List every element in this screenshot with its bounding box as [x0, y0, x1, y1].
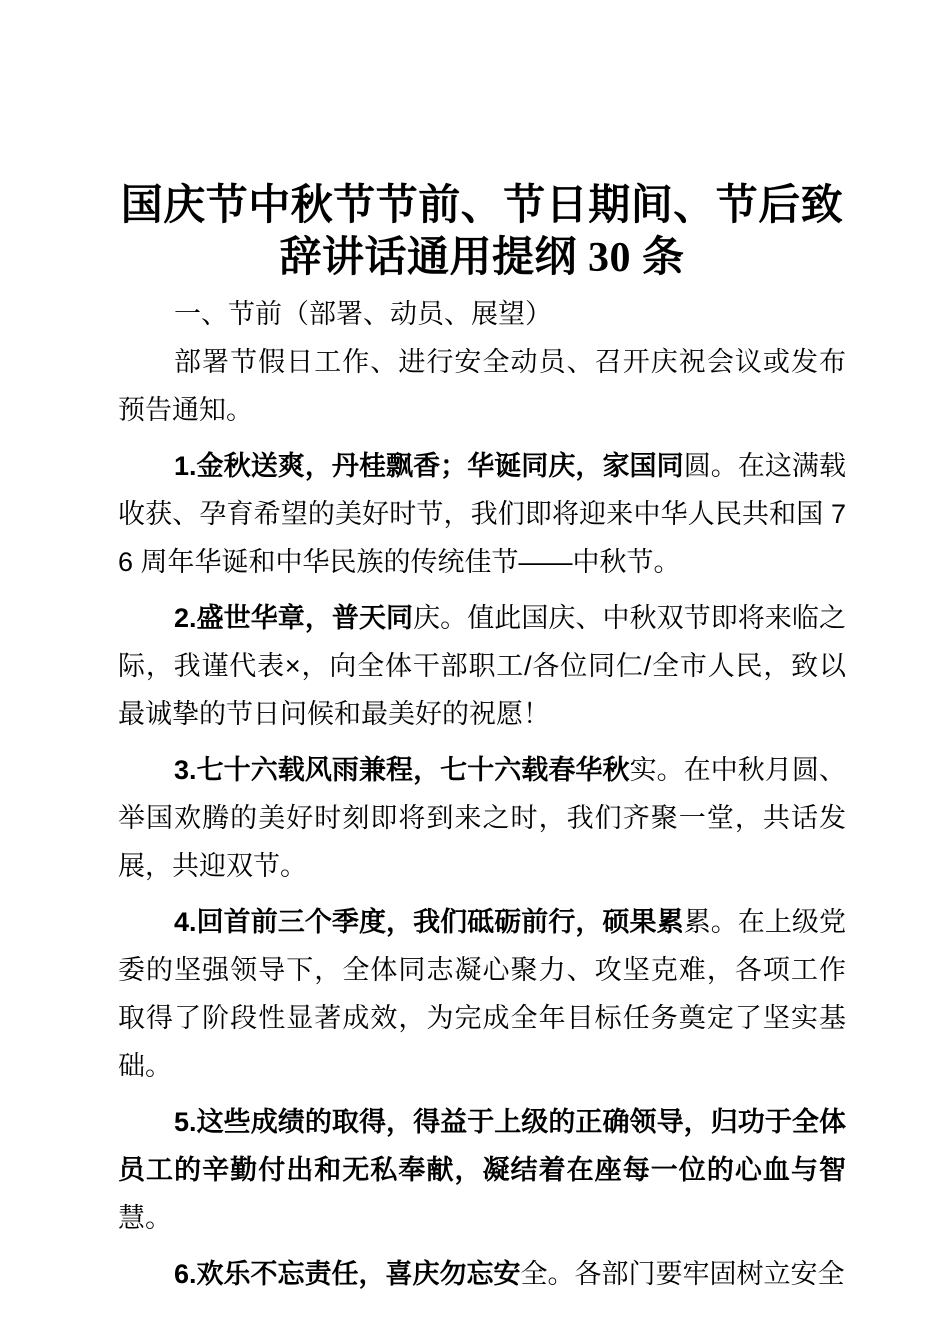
list-item-3 — [118, 746, 846, 890]
title-line-1: 国庆节中秋节节前、节日期间、节后致 — [120, 183, 844, 229]
item-4-rest: 累。在上级党委的坚强领导下，全体同志凝心聚力、攻坚克难，各项工作取得了阶段性显著成效，为完成全年目标任务奠定了坚实基础。 — [118, 907, 846, 1081]
item-1-lead: 1.金秋送爽，丹桂飘香；华诞同庆，家国同 — [174, 451, 684, 481]
intro-paragraph: 部署节假日工作、进行安全动员、召开庆祝会议或发布预告通知。 — [118, 347, 846, 425]
document-title — [118, 180, 846, 284]
item-4-lead: 4.回首前三个季度，我们砥砺前行，硕果累 — [174, 907, 684, 937]
list-item-1 — [118, 442, 846, 586]
item-2-rest: 庆。值此国庆、中秋双节即将来临之际，我谨代表×，向全体干部职工/各位同仁/全市人民，致以最诚挚的节日问候和最美好的祝愿！ — [118, 603, 846, 729]
item-5-rest: 慧。 — [118, 1203, 172, 1233]
item-6-rest: 全。各部门要牢固树立安全 — [520, 1259, 845, 1289]
item-2-lead: 2.盛世华章，普天同 — [174, 603, 414, 633]
list-item-5 — [118, 1098, 846, 1242]
list-item-4 — [118, 898, 846, 1090]
item-3-rest: 实。在中秋月圆、举国欢腾的美好时刻即将到来之时，我们齐聚一堂，共话发展，共迎双节。 — [118, 755, 846, 881]
title-line-2: 辞讲话通用提纲 30 条 — [279, 235, 685, 281]
item-1-rest: 圆。在这满载收获、孕育希望的美好时节，我们即将迎来中华人民共和国 76 周年华诞和中华民族的传统佳节——中秋节。 — [118, 451, 846, 577]
item-6-lead: 6.欢乐不忘责任，喜庆勿忘安 — [174, 1259, 521, 1289]
section-heading: 一、节前（部署、动员、展望） — [174, 299, 552, 329]
list-item-6 — [118, 1250, 846, 1298]
list-item-2 — [118, 594, 846, 738]
document-content — [118, 180, 846, 1298]
item-3-lead: 3.七十六载风雨兼程，七十六载春华秋 — [174, 755, 630, 785]
item-5-lead: 5.这些成绩的取得，得益于上级的正确领导，归功于全体员工的辛勤付出和无私奉献，凝结着在座每一位的心血与智 — [118, 1107, 846, 1185]
